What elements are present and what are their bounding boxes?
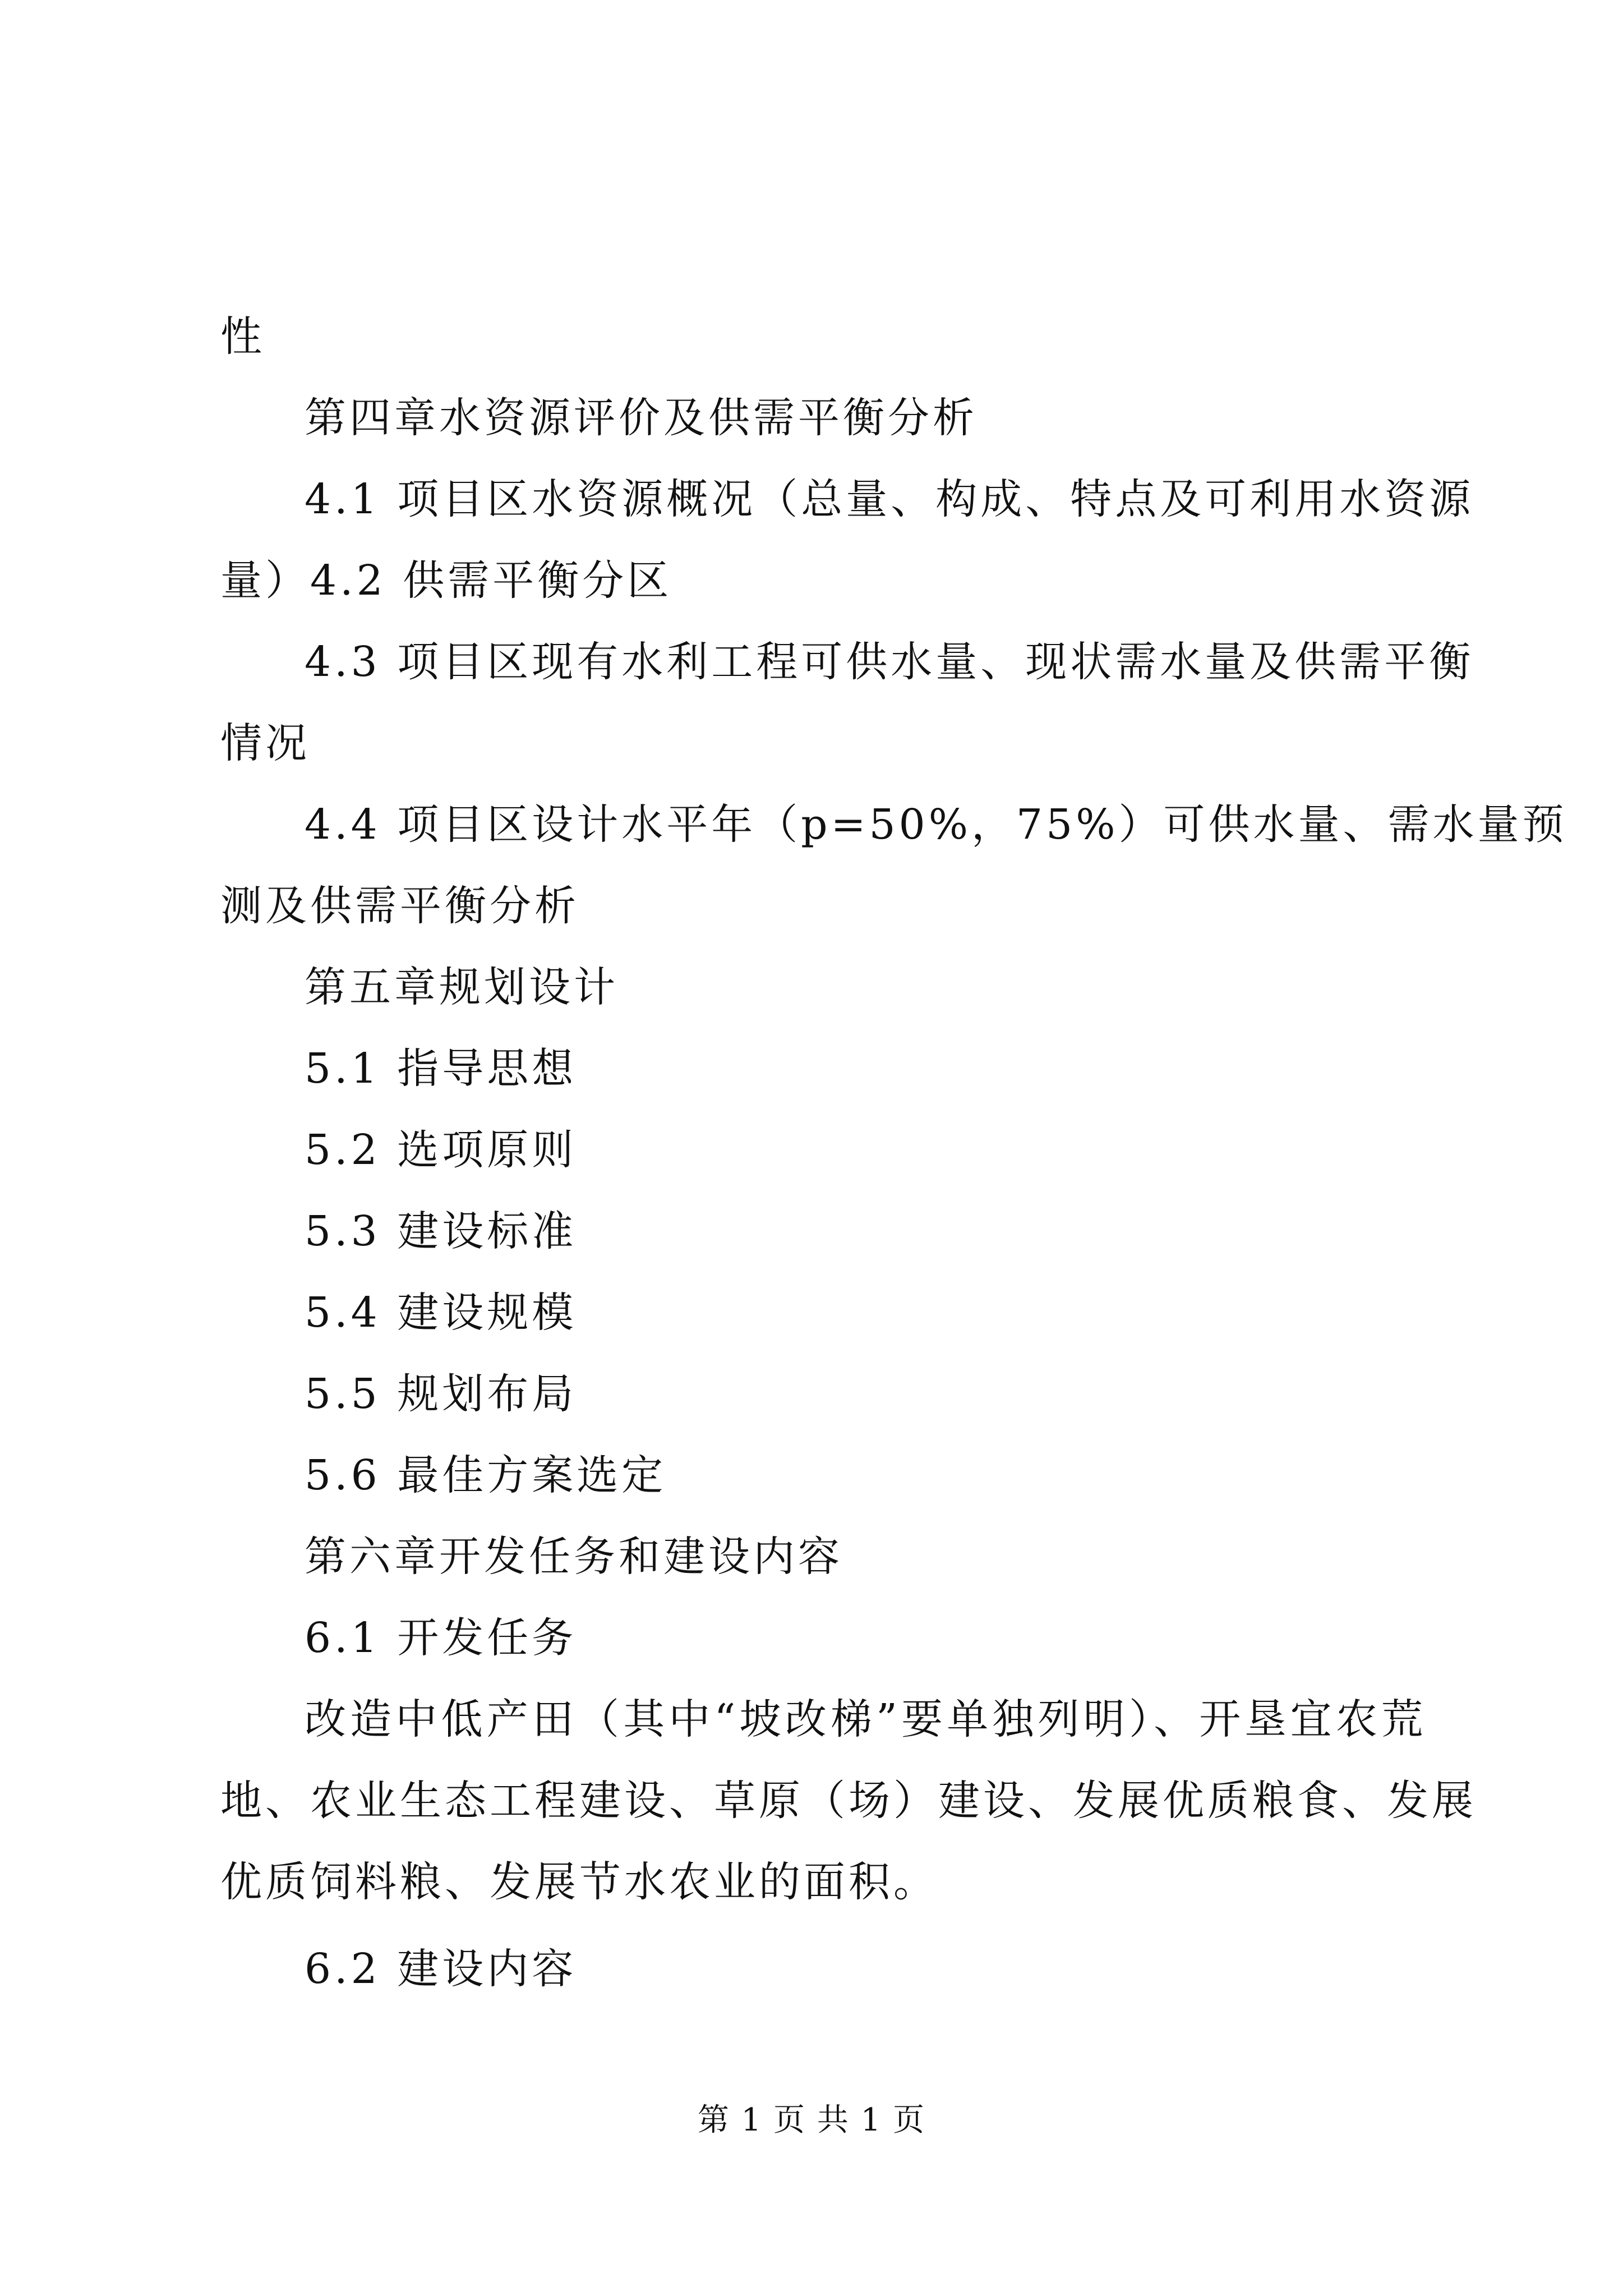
- section-heading: 5.4 建设规模: [305, 1289, 577, 1337]
- section-heading: 5.3 建设标准: [305, 1207, 577, 1255]
- section-heading: 4.3 项目区现有水利工程可供水量、现状需水量及供需平衡: [305, 638, 1474, 686]
- section-heading: 6.2 建设内容: [305, 1945, 577, 1993]
- paragraph-line: 地、农业生态工程建设、草原（场）建设、发展优质粮食、发展: [220, 1777, 1477, 1825]
- section-heading: 4.1 项目区水资源概况（总量、构成、特点及可利用水资源: [305, 475, 1474, 523]
- section-heading: 5.6 最佳方案选定: [305, 1451, 667, 1499]
- section-heading: 5.1 指导思想: [305, 1045, 577, 1093]
- text-line: 情况: [220, 719, 310, 767]
- text-line: 测及供需平衡分析: [220, 882, 579, 930]
- section-heading: 4.4 项目区设计水平年（p=50%，75%）可供水量、需水量预: [305, 800, 1567, 849]
- section-heading: 5.5 规划布局: [305, 1370, 577, 1418]
- paragraph-line: 改造中低产田（其中“坡改梯”要单独列明）、开垦宜农荒: [305, 1695, 1426, 1743]
- chapter-heading: 第五章规划设计: [305, 963, 619, 1011]
- page-footer: 第 1 页 共 1 页: [697, 2102, 926, 2138]
- text-line: 性: [220, 312, 265, 361]
- chapter-heading: 第六章开发任务和建设内容: [305, 1533, 843, 1581]
- paragraph-line: 优质饲料粮、发展节水农业的面积。: [220, 1858, 938, 1906]
- section-heading: 5.2 选项原则: [305, 1126, 577, 1174]
- section-heading: 6.1 开发任务: [305, 1614, 577, 1662]
- text-line: 量）4.2 供需平衡分区: [220, 556, 672, 605]
- chapter-heading: 第四章水资源评价及供需平衡分析: [305, 394, 978, 442]
